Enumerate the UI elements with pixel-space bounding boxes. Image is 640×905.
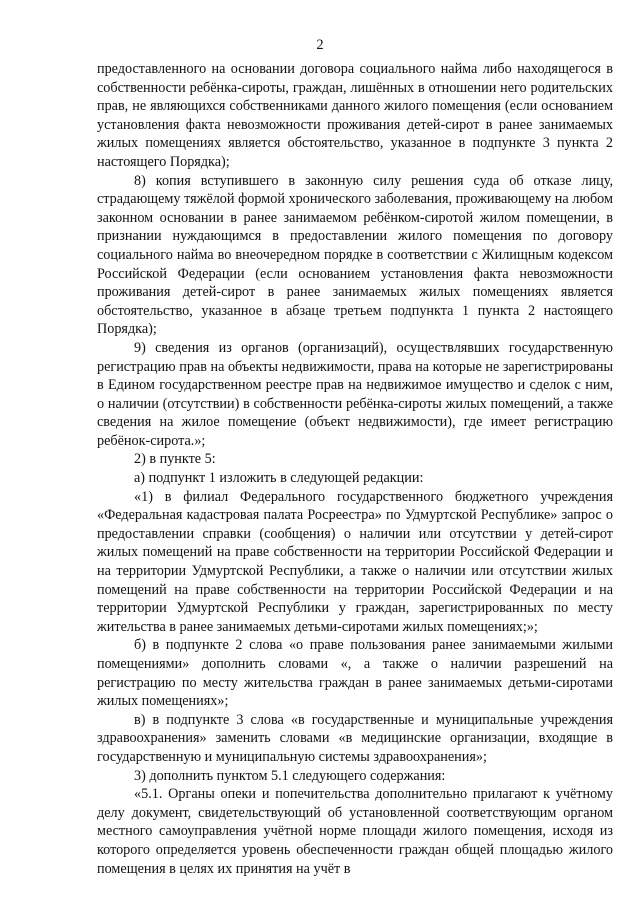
paragraph-9: 3) дополнить пунктом 5.1 следующего содержания: — [134, 767, 446, 784]
paragraph-4: 2) в пункте 5: — [134, 451, 216, 468]
paragraph-8: в) в подпункте 3 слова «в государственные и муниципальные учреждения здравоохранения» заменить словами «в медицинские организации, входящие в государственную и муниципальную системы здравоохранения»; — [97, 711, 613, 765]
paragraph-6: «1) в филиал Федерального государственного бюджетного учреждения «Федеральная кадастровая палата Росреестра» по Удмуртской Республике» запрос о предоставлении справки (сообщения) о наличии или отсутствии у детей-сирот жилых помещений на праве собственности на территории Российской Федерации и на территории Удмуртской Республики, а также о наличии или отсутствии жилых помещений на праве собственности на территории Российской Федерации и на территории Удмуртской Республики у граждан, зарегистрированных по месту жительства в ранее занимаемых детьми-сиротами жилых помещениях;»; — [97, 488, 613, 635]
document-body — [97, 60, 613, 878]
paragraph-5: а) подпункт 1 изложить в следующей редакции: — [134, 470, 424, 487]
paragraph-3: 9) сведения из органов (организаций), осуществлявших государственную регистрацию прав на объекты недвижимости, права на которые не зарегистрированы в Едином государственном реестре прав на недвижимое имущество и сделок с ним, о наличии (отсутствии) в собственности ребёнка-сироты жилых помещений, а также сведения на жилое помещение (объект недвижимости), где имеет регистрацию ребёнок-сирота.»; — [97, 339, 613, 449]
paragraph-10: «5.1. Органы опеки и попечительства дополнительно прилагают к учётному делу документ, свидетельствующий об установленной соответствующим органом местного самоуправления учётной норме площади жилого помещения, исходя из которого определяется уровень обеспеченности граждан общей площадью жилого помещения в целях их принятия на учёт в — [97, 786, 613, 877]
paragraph-7: б) в подпункте 2 слова «о праве пользования ранее занимаемыми жилыми помещениями» дополнить словами «, а также о наличии разрешений на регистрацию по месту жительства граждан в ранее занимаемых детьми-сиротами жилых помещениях»; — [97, 637, 613, 710]
paragraph-2: 8) копия вступившего в законную силу решения суда об отказе лицу, страдающему тяжёлой формой хронического заболевания, проживающему на любом законном основании в ранее занимаемом ребёнком-сиротой жилом помещении, в признании нуждающимся в предоставлении жилого помещения по договору социального найма во внеочередном порядке в соответствии с Жилищным кодексом Российской Федерации (если основанием установления факта невозможности проживания детей-сирот в ранее занимаемых жилых помещениях является обстоятельство, указанное в абзаце третьем подпункта 1 пункта 2 настоящего Порядка); — [97, 172, 613, 338]
page-number: 2 — [316, 37, 324, 53]
paragraph-1: предоставленного на основании договора социального найма либо находящегося в собственности ребёнка-сироты, граждан, лишённых в отношении него родительских прав, не являющихся собственниками данного жилого помещения (если основанием установления факта невозможности проживания детей-сирот в ранее занимаемых жилых помещениях является обстоятельство, указанное в подпункте 3 пункта 2 настоящего Порядка); — [97, 61, 613, 170]
